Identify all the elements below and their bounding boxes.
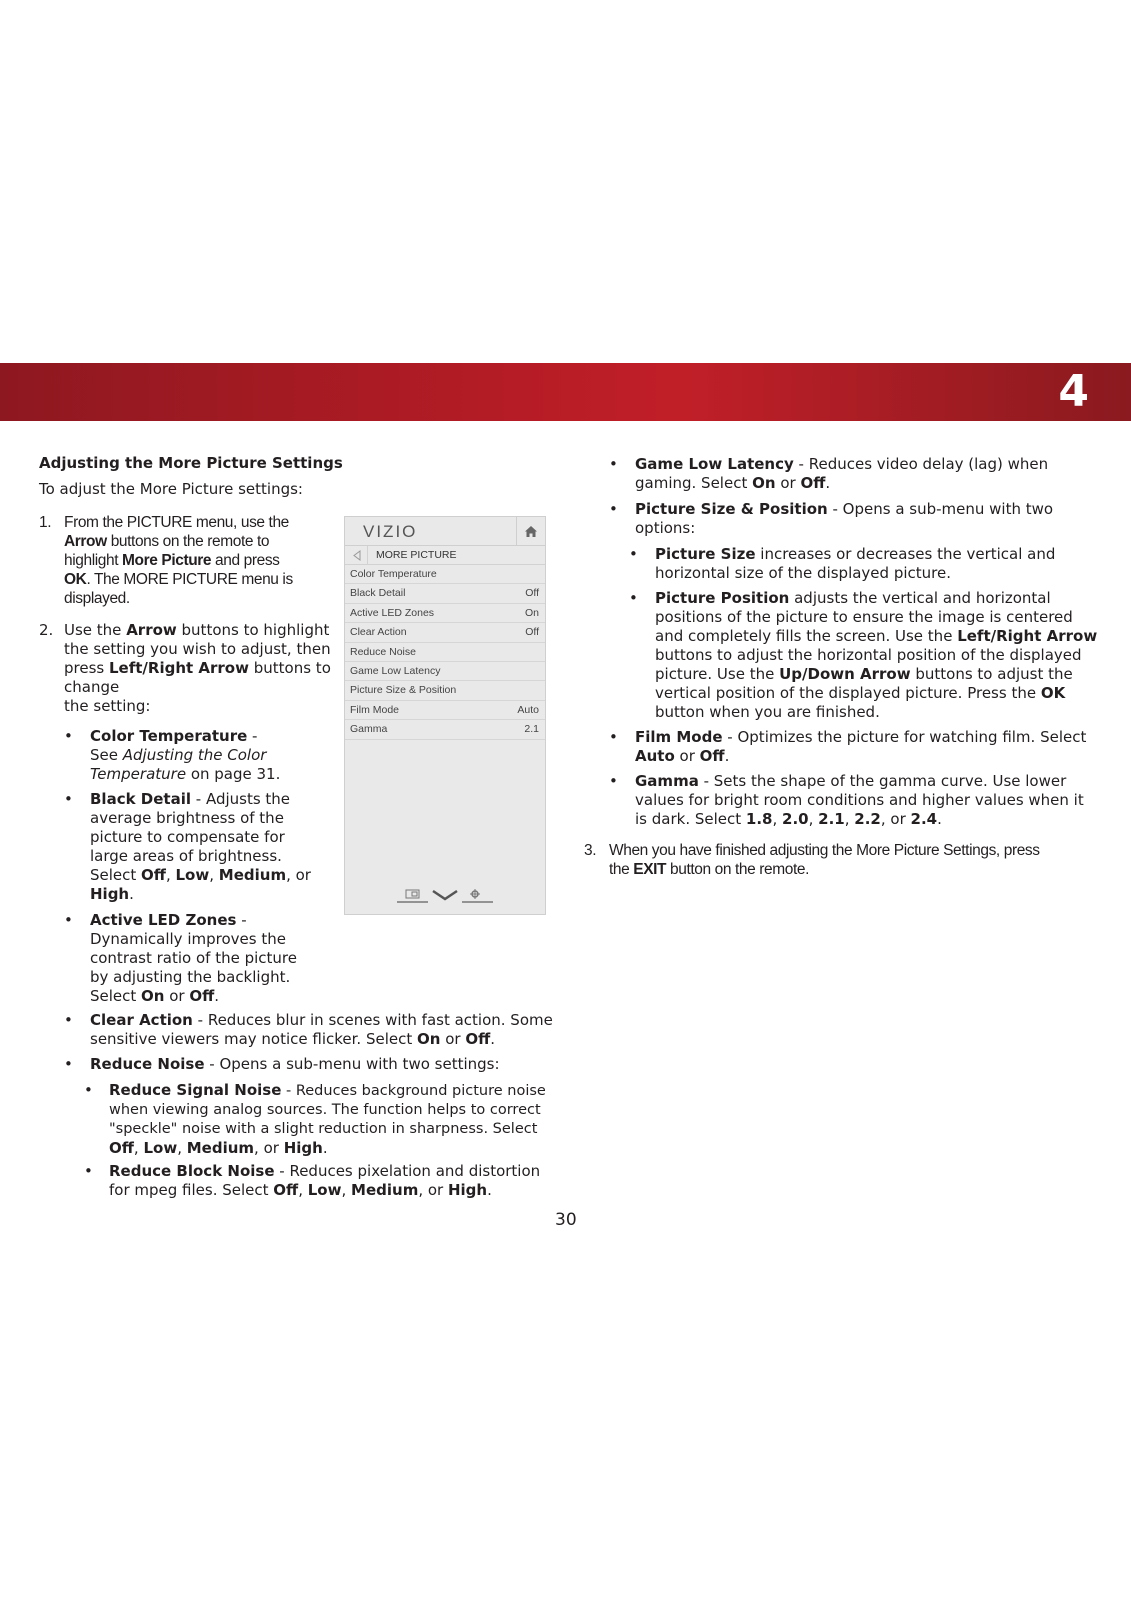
cross-reference: Adjusting the Color bbox=[122, 746, 267, 764]
text-span: - Reduces blur in scenes with fast action. Some bbox=[192, 1011, 553, 1029]
bullet-line bbox=[655, 627, 1125, 646]
tv-menu-item-label: Picture Size & Position bbox=[350, 684, 457, 697]
bullet-line: button when you are finished. bbox=[655, 703, 880, 721]
cross-reference: Temperature bbox=[90, 765, 187, 783]
bold-term: Left/Right Arrow bbox=[957, 627, 1098, 645]
tv-menu-item-value: Auto bbox=[517, 703, 539, 716]
bullet-marker: • bbox=[64, 911, 73, 929]
home-icon bbox=[516, 517, 545, 545]
bullet-line bbox=[635, 455, 1105, 474]
step-1-line bbox=[64, 532, 344, 551]
tv-menu-item-label: Gamma bbox=[350, 723, 388, 736]
bullet-line bbox=[109, 1139, 569, 1158]
text-span: adjusts the vertical and horizontal bbox=[789, 589, 1051, 607]
text-span: , or bbox=[254, 1139, 284, 1157]
text-span: buttons to adjust the bbox=[910, 665, 1073, 683]
bullet-line bbox=[655, 545, 1115, 564]
tv-menu-item bbox=[345, 604, 545, 623]
tv-menu-item-value: On bbox=[524, 606, 539, 619]
step-2-line: the setting: bbox=[64, 697, 151, 715]
bullet-picture-position bbox=[655, 589, 1125, 722]
bullet-clear-action bbox=[90, 1011, 560, 1049]
bold-term: Arrow bbox=[126, 621, 177, 639]
text-span: - bbox=[236, 911, 247, 929]
tv-menu-item bbox=[345, 681, 545, 700]
text-span: vertical position of the displayed picture. Press the bbox=[655, 684, 1041, 702]
text-span: , bbox=[341, 1181, 352, 1199]
bullet-marker: • bbox=[84, 1162, 93, 1180]
text-span: sensitive viewers may notice flicker. Select bbox=[90, 1030, 418, 1048]
bullet-marker: • bbox=[84, 1081, 93, 1099]
text-span: . bbox=[129, 885, 134, 903]
bold-term: Arrow bbox=[64, 533, 107, 550]
step-2-text bbox=[64, 621, 344, 716]
bold-term: Auto bbox=[635, 747, 675, 765]
tv-menu-header bbox=[345, 517, 545, 546]
text-span: Select bbox=[90, 987, 142, 1005]
bold-term: Off bbox=[800, 474, 826, 492]
bold-term: Off bbox=[189, 987, 215, 1005]
text-span: Select bbox=[90, 866, 142, 884]
text-span: , bbox=[298, 1181, 308, 1199]
bullet-marker: • bbox=[609, 455, 618, 473]
bold-term: Medium bbox=[218, 866, 287, 884]
text-span: or bbox=[440, 1030, 466, 1048]
text-span: . bbox=[724, 747, 730, 765]
step-1-line bbox=[64, 551, 344, 570]
text-span: gaming. Select bbox=[635, 474, 753, 492]
bold-term: Picture Size bbox=[655, 545, 756, 563]
bold-term: Color Temperature bbox=[90, 727, 248, 745]
bullet-line: contrast ratio of the picture bbox=[90, 949, 297, 967]
bullet-reduce-block-noise bbox=[109, 1162, 569, 1200]
text-span: , or bbox=[286, 866, 311, 884]
text-span: . bbox=[490, 1030, 496, 1048]
bullet-line bbox=[635, 474, 1105, 493]
tv-menu-footer bbox=[395, 886, 495, 904]
bullet-reduce-noise bbox=[90, 1055, 560, 1074]
page-number: 30 bbox=[555, 1210, 577, 1230]
bullet-line: picture to compensate for bbox=[90, 828, 285, 846]
bullet-line: when viewing analog sources. The function helps to correct bbox=[109, 1102, 541, 1118]
bold-term: Low bbox=[307, 1181, 342, 1199]
bullet-line bbox=[635, 772, 1115, 791]
bold-term: Medium bbox=[351, 1181, 419, 1199]
bold-term: EXIT bbox=[633, 861, 667, 878]
bullet-line bbox=[655, 684, 1125, 703]
text-span: - bbox=[247, 727, 258, 745]
text-span: is dark. Select bbox=[635, 810, 746, 828]
bold-term: Up/Down Arrow bbox=[779, 665, 911, 683]
text-span: press bbox=[64, 659, 109, 677]
text-span: and completely fills the screen. Use the bbox=[655, 627, 958, 645]
bullet-line: large areas of brightness. bbox=[90, 847, 282, 865]
text-span: , bbox=[772, 810, 783, 828]
bullet-marker: • bbox=[64, 1011, 73, 1029]
text-span: or bbox=[674, 747, 700, 765]
bold-term: Off bbox=[465, 1030, 491, 1048]
chapter-banner bbox=[0, 363, 1131, 421]
settings-gear-icon bbox=[462, 889, 493, 902]
text-span: picture. Use the bbox=[655, 665, 780, 683]
bold-term: On bbox=[417, 1030, 441, 1048]
text-span: . bbox=[322, 1139, 328, 1157]
text-span: - Sets the shape of the gamma curve. Use lower bbox=[698, 772, 1067, 790]
bullet-line bbox=[109, 1162, 569, 1181]
text-span: - Opens a sub-menu with two bbox=[827, 500, 1054, 518]
bullet-gamma bbox=[635, 772, 1115, 829]
tv-menu-item-label: Active LED Zones bbox=[350, 606, 435, 619]
tv-menu-item-label: Color Temperature bbox=[350, 568, 437, 580]
step-1-number: 1. bbox=[39, 514, 52, 531]
step-1-line: displayed. bbox=[64, 590, 130, 607]
bold-term: High bbox=[283, 1139, 323, 1157]
bold-term: Reduce Block Noise bbox=[109, 1162, 275, 1180]
bullet-marker: • bbox=[629, 589, 638, 607]
bold-term: Reduce Noise bbox=[90, 1055, 205, 1073]
bold-term: Clear Action bbox=[90, 1011, 193, 1029]
bullet-line: positions of the picture to ensure the image is centered bbox=[655, 608, 1073, 626]
step-2-line: change bbox=[64, 678, 120, 696]
vizio-logo: VIZIO bbox=[363, 522, 418, 541]
bold-term: Medium bbox=[186, 1139, 255, 1157]
text-span: , or bbox=[880, 810, 911, 828]
bullet-marker: • bbox=[629, 545, 638, 563]
text-span: buttons on the remote to bbox=[106, 533, 270, 550]
tv-menu-item-label: Film Mode bbox=[350, 703, 400, 716]
bold-term: On bbox=[141, 987, 165, 1005]
bullet-color-temperature bbox=[90, 727, 330, 784]
text-span: the bbox=[609, 861, 634, 878]
text-span: - Adjusts the bbox=[191, 790, 291, 808]
bullet-line bbox=[90, 1011, 560, 1030]
text-span: increases or decreases the vertical and bbox=[755, 545, 1056, 563]
text-span: , bbox=[209, 866, 219, 884]
bullet-reduce-signal-noise bbox=[109, 1081, 569, 1158]
bold-term: Active LED Zones bbox=[90, 911, 237, 929]
bold-term: 2.1 bbox=[818, 810, 845, 828]
tv-menu-item-label: Reduce Noise bbox=[350, 645, 416, 658]
bullet-line: values for bright room conditions and higher values when it bbox=[635, 791, 1084, 809]
section-intro: To adjust the More Picture settings: bbox=[39, 480, 303, 498]
bold-term: 2.2 bbox=[854, 810, 881, 828]
tv-menu-submenu-bar bbox=[345, 546, 545, 565]
text-span: - Optimizes the picture for watching film. Select bbox=[722, 728, 1087, 746]
bold-term: On bbox=[752, 474, 776, 492]
bullet-black-detail bbox=[90, 790, 330, 904]
bold-term: More Picture bbox=[122, 552, 212, 569]
text-span: buttons to bbox=[248, 659, 331, 677]
bold-term: Picture Size & Position bbox=[635, 500, 828, 518]
bold-term: Black Detail bbox=[90, 790, 191, 808]
tv-menu-item-label: Clear Action bbox=[350, 626, 407, 639]
bullet-line: horizontal size of the displayed picture. bbox=[655, 564, 951, 582]
step-1-line bbox=[64, 570, 344, 589]
bold-term: Low bbox=[175, 866, 210, 884]
bullet-line bbox=[90, 885, 330, 904]
bullet-line bbox=[90, 765, 330, 784]
tv-menu-item bbox=[345, 701, 545, 720]
bold-term: High bbox=[447, 1181, 488, 1199]
bullet-line bbox=[109, 1181, 569, 1200]
bullet-marker: • bbox=[64, 1055, 73, 1073]
tv-menu-item bbox=[345, 623, 545, 642]
bullet-line bbox=[109, 1081, 569, 1101]
bullet-line: buttons to adjust the horizontal position of the displayed bbox=[655, 646, 1082, 664]
step-1-text bbox=[64, 513, 344, 608]
step-3-number: 3. bbox=[584, 842, 597, 859]
bold-term: 2.0 bbox=[782, 810, 809, 828]
bullet-line bbox=[90, 866, 330, 885]
bullet-picture-size-position bbox=[635, 500, 1105, 538]
step-3-line: When you have finished adjusting the More Picture Settings, press bbox=[609, 842, 1040, 859]
text-span: . bbox=[214, 987, 220, 1005]
text-span: , bbox=[177, 1139, 187, 1157]
bullet-line bbox=[635, 810, 1115, 829]
text-span: for mpeg files. Select bbox=[109, 1181, 274, 1199]
bullet-marker: • bbox=[609, 772, 618, 790]
bullet-active-led-zones bbox=[90, 911, 330, 1006]
back-arrow-icon bbox=[345, 546, 368, 564]
bold-term: OK bbox=[1040, 684, 1066, 702]
bullet-line bbox=[90, 911, 330, 930]
text-span: Use the bbox=[64, 621, 127, 639]
step-2-number: 2. bbox=[39, 621, 54, 639]
tv-menu-screenshot bbox=[344, 516, 546, 915]
bold-term: 2.4 bbox=[910, 810, 938, 828]
text-span: , bbox=[133, 1139, 144, 1157]
bold-term: Off bbox=[699, 747, 725, 765]
bullet-game-low-latency bbox=[635, 455, 1105, 493]
text-span: , bbox=[808, 810, 819, 828]
tv-submenu-title: MORE PICTURE bbox=[376, 549, 457, 561]
text-span: . The MORE PICTURE menu is bbox=[86, 571, 293, 588]
text-span: - Reduces background picture noise bbox=[281, 1083, 546, 1099]
tv-menu-item-label: Game Low Latency bbox=[350, 664, 441, 677]
bullet-line bbox=[90, 790, 330, 809]
bold-term: Picture Position bbox=[655, 589, 790, 607]
bullet-line: "speckle" noise with a slight reduction in sharpness. Select bbox=[109, 1121, 538, 1137]
text-span: - Reduces pixelation and distortion bbox=[274, 1162, 541, 1180]
text-span: highlight bbox=[64, 552, 123, 569]
bullet-line: Dynamically improves the bbox=[90, 930, 286, 948]
tv-menu-item-label: Black Detail bbox=[350, 587, 406, 600]
bullet-film-mode bbox=[635, 728, 1105, 766]
bold-term: Off bbox=[109, 1139, 134, 1157]
bold-term: Left/Right Arrow bbox=[109, 659, 249, 677]
section-title: Adjusting the More Picture Settings bbox=[39, 454, 343, 472]
bullet-line bbox=[90, 727, 330, 746]
bullet-line bbox=[90, 1030, 560, 1049]
text-span: or bbox=[164, 987, 190, 1005]
bullet-line bbox=[90, 746, 330, 765]
bullet-line bbox=[635, 728, 1105, 747]
bullet-marker: • bbox=[64, 727, 73, 745]
tv-menu-item-value: Off bbox=[525, 587, 539, 600]
text-span: . bbox=[487, 1181, 492, 1199]
bullet-marker: • bbox=[609, 728, 618, 746]
text-span: or bbox=[775, 474, 801, 492]
tv-menu-list bbox=[345, 565, 545, 740]
bullet-line bbox=[655, 665, 1125, 684]
text-span: and press bbox=[211, 552, 280, 569]
text-span: . bbox=[937, 810, 942, 828]
text-span: on page 31. bbox=[186, 765, 281, 783]
bullet-line bbox=[90, 987, 330, 1006]
tv-menu-item bbox=[345, 720, 545, 739]
text-span: - Reduces video delay (lag) when bbox=[793, 455, 1049, 473]
bullet-picture-size bbox=[655, 545, 1115, 583]
bullet-line bbox=[635, 500, 1105, 519]
bold-term: High bbox=[90, 885, 130, 903]
text-span: , bbox=[165, 866, 176, 884]
bold-term: Game Low Latency bbox=[635, 455, 794, 473]
bullet-line: options: bbox=[635, 519, 696, 537]
vizio-v-icon bbox=[433, 891, 457, 899]
tv-menu-item bbox=[345, 643, 545, 662]
bold-term: Gamma bbox=[635, 772, 699, 790]
step-2-line bbox=[64, 621, 344, 640]
bullet-marker: • bbox=[609, 500, 618, 518]
bold-term: Off bbox=[273, 1181, 299, 1199]
text-span: . bbox=[825, 474, 831, 492]
bold-term: Reduce Signal Noise bbox=[109, 1081, 282, 1099]
bold-term: OK bbox=[64, 571, 87, 588]
step-2-line bbox=[64, 659, 344, 678]
tv-menu-item bbox=[345, 565, 545, 584]
step-3-text bbox=[609, 841, 1119, 879]
text-span: , bbox=[844, 810, 855, 828]
bold-term: Low bbox=[143, 1139, 178, 1157]
tv-menu-item bbox=[345, 662, 545, 681]
step-2-line: the setting you wish to adjust, then bbox=[64, 640, 331, 658]
text-span: , or bbox=[418, 1181, 448, 1199]
bullet-line bbox=[90, 1055, 560, 1074]
bullet-line: by adjusting the backlight. bbox=[90, 968, 291, 986]
text-span: buttons to highlight bbox=[176, 621, 330, 639]
bullet-line bbox=[635, 747, 1105, 766]
step-3-line bbox=[609, 860, 1119, 879]
bold-term: 1.8 bbox=[745, 810, 773, 828]
bullet-line: average brightness of the bbox=[90, 809, 284, 827]
tv-menu-item bbox=[345, 584, 545, 603]
chapter-number: 4 bbox=[1058, 366, 1089, 417]
step-1-line: From the PICTURE menu, use the bbox=[64, 514, 289, 531]
text-span: See bbox=[90, 746, 123, 764]
tv-menu-item-value: Off bbox=[525, 626, 539, 639]
bullet-line bbox=[655, 589, 1125, 608]
bold-term: Film Mode bbox=[635, 728, 723, 746]
text-span: button on the remote. bbox=[666, 861, 809, 878]
text-span: - Opens a sub-menu with two settings: bbox=[204, 1055, 500, 1073]
input-icon bbox=[397, 890, 428, 902]
bold-term: Off bbox=[141, 866, 166, 884]
tv-menu-item-value: 2.1 bbox=[524, 723, 539, 736]
bullet-marker: • bbox=[64, 790, 73, 808]
